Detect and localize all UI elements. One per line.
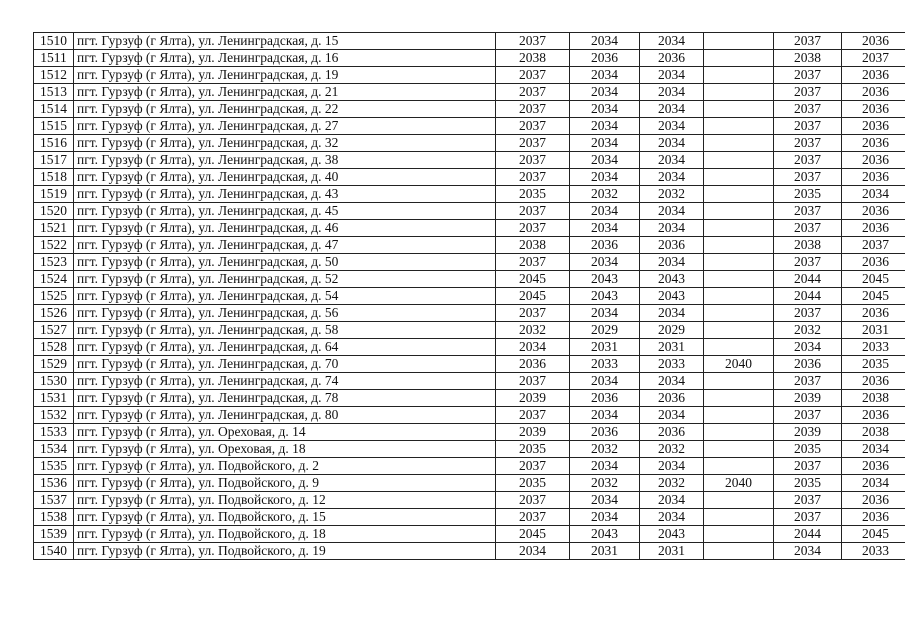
- row-number-cell: 1526: [34, 305, 74, 322]
- year-cell-2: 2032: [570, 441, 640, 458]
- year-cell-4: [704, 33, 774, 50]
- address-cell: пгт. Гурзуф (г Ялта), ул. Подвойского, д. 19: [74, 543, 496, 560]
- year-cell-2: 2036: [570, 237, 640, 254]
- year-cell-5: 2034: [774, 339, 842, 356]
- year-cell-1: 2037: [496, 84, 570, 101]
- year-cell-3: 2034: [640, 152, 704, 169]
- year-cell-4: [704, 288, 774, 305]
- year-cell-1: 2037: [496, 67, 570, 84]
- year-cell-5: 2038: [774, 237, 842, 254]
- address-cell: пгт. Гурзуф (г Ялта), ул. Ленинградская, д. 16: [74, 50, 496, 67]
- year-cell-2: 2034: [570, 84, 640, 101]
- year-cell-1: 2038: [496, 50, 570, 67]
- table-row: [34, 356, 905, 373]
- row-number-cell: 1512: [34, 67, 74, 84]
- table-row: [34, 254, 905, 271]
- year-cell-2: 2029: [570, 322, 640, 339]
- year-cell-3: 2034: [640, 67, 704, 84]
- year-cell-5: 2037: [774, 509, 842, 526]
- year-cell-6: 2036: [842, 305, 905, 322]
- year-cell-6: 2045: [842, 526, 905, 543]
- year-cell-1: 2039: [496, 424, 570, 441]
- year-cell-4: [704, 118, 774, 135]
- row-number-cell: 1535: [34, 458, 74, 475]
- year-cell-6: 2037: [842, 50, 905, 67]
- row-number-cell: 1530: [34, 373, 74, 390]
- table-row: [34, 407, 905, 424]
- year-cell-5: 2037: [774, 118, 842, 135]
- year-cell-4: 2040: [704, 356, 774, 373]
- year-cell-1: 2037: [496, 101, 570, 118]
- address-cell: пгт. Гурзуф (г Ялта), ул. Ленинградская, д. 27: [74, 118, 496, 135]
- address-cell: пгт. Гурзуф (г Ялта), ул. Ленинградская, д. 56: [74, 305, 496, 322]
- year-cell-3: 2036: [640, 50, 704, 67]
- year-cell-2: 2034: [570, 135, 640, 152]
- year-cell-6: 2036: [842, 118, 905, 135]
- year-cell-1: 2037: [496, 305, 570, 322]
- year-cell-5: 2035: [774, 475, 842, 492]
- address-cell: пгт. Гурзуф (г Ялта), ул. Ленинградская, д. 64: [74, 339, 496, 356]
- year-cell-4: [704, 373, 774, 390]
- year-cell-1: 2037: [496, 373, 570, 390]
- address-cell: пгт. Гурзуф (г Ялта), ул. Ленинградская, д. 15: [74, 33, 496, 50]
- year-cell-2: 2043: [570, 271, 640, 288]
- year-cell-4: [704, 390, 774, 407]
- year-cell-6: 2034: [842, 441, 905, 458]
- year-cell-5: 2037: [774, 169, 842, 186]
- year-cell-6: 2045: [842, 271, 905, 288]
- table-row: [34, 118, 905, 135]
- year-cell-5: 2037: [774, 135, 842, 152]
- year-cell-4: [704, 186, 774, 203]
- year-cell-1: 2037: [496, 509, 570, 526]
- table-row: [34, 526, 905, 543]
- year-cell-6: 2036: [842, 169, 905, 186]
- year-cell-2: 2034: [570, 67, 640, 84]
- year-cell-6: 2045: [842, 288, 905, 305]
- year-cell-5: 2035: [774, 186, 842, 203]
- address-cell: пгт. Гурзуф (г Ялта), ул. Ленинградская, д. 74: [74, 373, 496, 390]
- table-row: [34, 373, 905, 390]
- year-cell-1: 2032: [496, 322, 570, 339]
- year-cell-3: 2034: [640, 509, 704, 526]
- table-row: [34, 135, 905, 152]
- year-cell-6: 2038: [842, 424, 905, 441]
- year-cell-3: 2043: [640, 526, 704, 543]
- year-cell-4: [704, 492, 774, 509]
- table-row: [34, 220, 905, 237]
- year-cell-2: 2034: [570, 458, 640, 475]
- year-cell-5: 2044: [774, 271, 842, 288]
- year-cell-1: 2037: [496, 152, 570, 169]
- year-cell-5: 2044: [774, 526, 842, 543]
- year-cell-5: 2039: [774, 424, 842, 441]
- year-cell-3: 2034: [640, 373, 704, 390]
- year-cell-3: 2034: [640, 33, 704, 50]
- year-cell-2: 2036: [570, 50, 640, 67]
- year-cell-3: 2031: [640, 339, 704, 356]
- row-number-cell: 1523: [34, 254, 74, 271]
- address-cell: пгт. Гурзуф (г Ялта), ул. Ленинградская, д. 43: [74, 186, 496, 203]
- year-cell-3: 2034: [640, 169, 704, 186]
- year-cell-2: 2034: [570, 492, 640, 509]
- address-cell: пгт. Гурзуф (г Ялта), ул. Ленинградская, д. 78: [74, 390, 496, 407]
- year-cell-2: 2043: [570, 526, 640, 543]
- year-cell-1: 2037: [496, 407, 570, 424]
- table-row: [34, 169, 905, 186]
- year-cell-2: 2034: [570, 373, 640, 390]
- address-cell: пгт. Гурзуф (г Ялта), ул. Подвойского, д. 12: [74, 492, 496, 509]
- year-cell-5: 2037: [774, 492, 842, 509]
- year-cell-5: 2037: [774, 101, 842, 118]
- address-cell: пгт. Гурзуф (г Ялта), ул. Ленинградская, д. 70: [74, 356, 496, 373]
- year-cell-2: 2034: [570, 33, 640, 50]
- year-cell-1: 2037: [496, 169, 570, 186]
- row-number-cell: 1536: [34, 475, 74, 492]
- year-cell-5: 2044: [774, 288, 842, 305]
- data-table: [33, 32, 905, 560]
- year-cell-5: 2037: [774, 152, 842, 169]
- table-row: [34, 424, 905, 441]
- year-cell-1: 2037: [496, 33, 570, 50]
- year-cell-4: [704, 50, 774, 67]
- year-cell-2: 2034: [570, 169, 640, 186]
- year-cell-3: 2032: [640, 441, 704, 458]
- year-cell-1: 2038: [496, 237, 570, 254]
- year-cell-6: 2036: [842, 152, 905, 169]
- year-cell-1: 2037: [496, 254, 570, 271]
- row-number-cell: 1533: [34, 424, 74, 441]
- table-row: [34, 271, 905, 288]
- year-cell-5: 2037: [774, 33, 842, 50]
- year-cell-4: [704, 101, 774, 118]
- year-cell-4: [704, 135, 774, 152]
- year-cell-6: 2036: [842, 84, 905, 101]
- year-cell-3: 2034: [640, 458, 704, 475]
- year-cell-4: [704, 509, 774, 526]
- year-cell-2: 2033: [570, 356, 640, 373]
- year-cell-4: [704, 407, 774, 424]
- table-body: [34, 33, 905, 560]
- year-cell-4: [704, 339, 774, 356]
- row-number-cell: 1525: [34, 288, 74, 305]
- table-row: [34, 543, 905, 560]
- year-cell-5: 2037: [774, 305, 842, 322]
- address-cell: пгт. Гурзуф (г Ялта), ул. Ленинградская, д. 21: [74, 84, 496, 101]
- address-cell: пгт. Гурзуф (г Ялта), ул. Ленинградская, д. 80: [74, 407, 496, 424]
- address-cell: пгт. Гурзуф (г Ялта), ул. Ленинградская, д. 54: [74, 288, 496, 305]
- row-number-cell: 1521: [34, 220, 74, 237]
- row-number-cell: 1519: [34, 186, 74, 203]
- year-cell-6: 2036: [842, 135, 905, 152]
- year-cell-6: 2031: [842, 322, 905, 339]
- year-cell-6: 2036: [842, 509, 905, 526]
- row-number-cell: 1528: [34, 339, 74, 356]
- year-cell-3: 2033: [640, 356, 704, 373]
- year-cell-4: [704, 169, 774, 186]
- table-row: [34, 305, 905, 322]
- year-cell-1: 2037: [496, 118, 570, 135]
- year-cell-1: 2045: [496, 271, 570, 288]
- row-number-cell: 1537: [34, 492, 74, 509]
- year-cell-5: 2037: [774, 458, 842, 475]
- year-cell-6: 2037: [842, 237, 905, 254]
- year-cell-2: 2034: [570, 254, 640, 271]
- year-cell-4: [704, 237, 774, 254]
- year-cell-3: 2034: [640, 492, 704, 509]
- year-cell-1: 2036: [496, 356, 570, 373]
- year-cell-6: 2033: [842, 543, 905, 560]
- year-cell-6: 2036: [842, 101, 905, 118]
- year-cell-5: 2038: [774, 50, 842, 67]
- year-cell-1: 2037: [496, 458, 570, 475]
- year-cell-3: 2036: [640, 424, 704, 441]
- year-cell-2: 2036: [570, 390, 640, 407]
- year-cell-1: 2039: [496, 390, 570, 407]
- year-cell-3: 2036: [640, 390, 704, 407]
- year-cell-6: 2036: [842, 373, 905, 390]
- year-cell-6: 2034: [842, 186, 905, 203]
- year-cell-5: 2036: [774, 356, 842, 373]
- year-cell-6: 2035: [842, 356, 905, 373]
- table-row: [34, 101, 905, 118]
- year-cell-1: 2045: [496, 288, 570, 305]
- year-cell-2: 2034: [570, 152, 640, 169]
- year-cell-3: 2034: [640, 84, 704, 101]
- year-cell-5: 2037: [774, 373, 842, 390]
- address-cell: пгт. Гурзуф (г Ялта), ул. Ленинградская, д. 47: [74, 237, 496, 254]
- year-cell-5: 2037: [774, 254, 842, 271]
- year-cell-3: 2034: [640, 407, 704, 424]
- year-cell-6: 2036: [842, 220, 905, 237]
- year-cell-3: 2034: [640, 305, 704, 322]
- year-cell-4: [704, 254, 774, 271]
- year-cell-4: [704, 271, 774, 288]
- row-number-cell: 1531: [34, 390, 74, 407]
- year-cell-3: 2043: [640, 271, 704, 288]
- table-row: [34, 237, 905, 254]
- year-cell-5: 2037: [774, 407, 842, 424]
- year-cell-2: 2034: [570, 407, 640, 424]
- year-cell-6: 2033: [842, 339, 905, 356]
- address-cell: пгт. Гурзуф (г Ялта), ул. Подвойского, д. 2: [74, 458, 496, 475]
- year-cell-6: 2036: [842, 33, 905, 50]
- year-cell-4: [704, 305, 774, 322]
- table-row: [34, 186, 905, 203]
- year-cell-3: 2034: [640, 220, 704, 237]
- year-cell-6: 2034: [842, 475, 905, 492]
- year-cell-2: 2034: [570, 305, 640, 322]
- year-cell-5: 2032: [774, 322, 842, 339]
- year-cell-6: 2036: [842, 67, 905, 84]
- row-number-cell: 1514: [34, 101, 74, 118]
- address-cell: пгт. Гурзуф (г Ялта), ул. Ленинградская, д. 50: [74, 254, 496, 271]
- table-row: [34, 152, 905, 169]
- year-cell-4: [704, 322, 774, 339]
- row-number-cell: 1540: [34, 543, 74, 560]
- row-number-cell: 1532: [34, 407, 74, 424]
- year-cell-5: 2039: [774, 390, 842, 407]
- row-number-cell: 1529: [34, 356, 74, 373]
- year-cell-1: 2035: [496, 186, 570, 203]
- address-cell: пгт. Гурзуф (г Ялта), ул. Ленинградская, д. 22: [74, 101, 496, 118]
- row-number-cell: 1517: [34, 152, 74, 169]
- year-cell-2: 2034: [570, 203, 640, 220]
- row-number-cell: 1518: [34, 169, 74, 186]
- address-cell: пгт. Гурзуф (г Ялта), ул. Ореховая, д. 14: [74, 424, 496, 441]
- year-cell-3: 2043: [640, 288, 704, 305]
- year-cell-3: 2034: [640, 254, 704, 271]
- row-number-cell: 1516: [34, 135, 74, 152]
- year-cell-1: 2035: [496, 441, 570, 458]
- table-row: [34, 339, 905, 356]
- year-cell-6: 2036: [842, 254, 905, 271]
- table-row: [34, 458, 905, 475]
- table-row: [34, 492, 905, 509]
- address-cell: пгт. Гурзуф (г Ялта), ул. Ленинградская, д. 52: [74, 271, 496, 288]
- year-cell-3: 2032: [640, 186, 704, 203]
- year-cell-5: 2037: [774, 203, 842, 220]
- year-cell-1: 2037: [496, 203, 570, 220]
- row-number-cell: 1527: [34, 322, 74, 339]
- year-cell-3: 2034: [640, 101, 704, 118]
- table-row: [34, 441, 905, 458]
- row-number-cell: 1538: [34, 509, 74, 526]
- year-cell-4: [704, 84, 774, 101]
- row-number-cell: 1522: [34, 237, 74, 254]
- year-cell-1: 2037: [496, 135, 570, 152]
- table-row: [34, 288, 905, 305]
- address-cell: пгт. Гурзуф (г Ялта), ул. Ленинградская, д. 45: [74, 203, 496, 220]
- year-cell-2: 2032: [570, 475, 640, 492]
- year-cell-6: 2036: [842, 458, 905, 475]
- year-cell-4: [704, 458, 774, 475]
- row-number-cell: 1513: [34, 84, 74, 101]
- row-number-cell: 1510: [34, 33, 74, 50]
- year-cell-4: [704, 441, 774, 458]
- year-cell-6: 2036: [842, 492, 905, 509]
- year-cell-2: 2031: [570, 339, 640, 356]
- address-cell: пгт. Гурзуф (г Ялта), ул. Ленинградская, д. 58: [74, 322, 496, 339]
- year-cell-5: 2037: [774, 84, 842, 101]
- year-cell-1: 2037: [496, 492, 570, 509]
- year-cell-6: 2036: [842, 407, 905, 424]
- address-cell: пгт. Гурзуф (г Ялта), ул. Ленинградская, д. 32: [74, 135, 496, 152]
- year-cell-2: 2034: [570, 118, 640, 135]
- year-cell-5: 2035: [774, 441, 842, 458]
- year-cell-2: 2034: [570, 220, 640, 237]
- year-cell-1: 2037: [496, 220, 570, 237]
- year-cell-1: 2035: [496, 475, 570, 492]
- year-cell-2: 2032: [570, 186, 640, 203]
- year-cell-3: 2036: [640, 237, 704, 254]
- row-number-cell: 1534: [34, 441, 74, 458]
- year-cell-1: 2034: [496, 543, 570, 560]
- year-cell-2: 2031: [570, 543, 640, 560]
- table-row: [34, 50, 905, 67]
- year-cell-3: 2032: [640, 475, 704, 492]
- address-cell: пгт. Гурзуф (г Ялта), ул. Подвойского, д. 9: [74, 475, 496, 492]
- row-number-cell: 1539: [34, 526, 74, 543]
- year-cell-3: 2034: [640, 135, 704, 152]
- year-cell-3: 2029: [640, 322, 704, 339]
- row-number-cell: 1511: [34, 50, 74, 67]
- table-row: [34, 475, 905, 492]
- year-cell-2: 2043: [570, 288, 640, 305]
- address-cell: пгт. Гурзуф (г Ялта), ул. Ленинградская, д. 46: [74, 220, 496, 237]
- table-row: [34, 203, 905, 220]
- year-cell-2: 2034: [570, 509, 640, 526]
- table-row: [34, 390, 905, 407]
- year-cell-3: 2034: [640, 118, 704, 135]
- year-cell-5: 2037: [774, 220, 842, 237]
- year-cell-4: [704, 152, 774, 169]
- address-cell: пгт. Гурзуф (г Ялта), ул. Ленинградская, д. 38: [74, 152, 496, 169]
- year-cell-4: [704, 203, 774, 220]
- row-number-cell: 1520: [34, 203, 74, 220]
- year-cell-4: [704, 67, 774, 84]
- year-cell-6: 2036: [842, 203, 905, 220]
- table-row: [34, 84, 905, 101]
- table-row: [34, 509, 905, 526]
- row-number-cell: 1524: [34, 271, 74, 288]
- table-row: [34, 33, 905, 50]
- address-cell: пгт. Гурзуф (г Ялта), ул. Ленинградская, д. 19: [74, 67, 496, 84]
- year-cell-1: 2045: [496, 526, 570, 543]
- year-cell-4: [704, 220, 774, 237]
- year-cell-1: 2034: [496, 339, 570, 356]
- year-cell-3: 2031: [640, 543, 704, 560]
- year-cell-4: [704, 424, 774, 441]
- year-cell-2: 2034: [570, 101, 640, 118]
- table-row: [34, 322, 905, 339]
- year-cell-4: 2040: [704, 475, 774, 492]
- year-cell-5: 2037: [774, 67, 842, 84]
- year-cell-5: 2034: [774, 543, 842, 560]
- year-cell-4: [704, 526, 774, 543]
- address-cell: пгт. Гурзуф (г Ялта), ул. Ленинградская, д. 40: [74, 169, 496, 186]
- row-number-cell: 1515: [34, 118, 74, 135]
- year-cell-6: 2038: [842, 390, 905, 407]
- table-row: [34, 67, 905, 84]
- address-cell: пгт. Гурзуф (г Ялта), ул. Подвойского, д. 15: [74, 509, 496, 526]
- address-cell: пгт. Гурзуф (г Ялта), ул. Ореховая, д. 18: [74, 441, 496, 458]
- year-cell-2: 2036: [570, 424, 640, 441]
- year-cell-3: 2034: [640, 203, 704, 220]
- year-cell-4: [704, 543, 774, 560]
- address-cell: пгт. Гурзуф (г Ялта), ул. Подвойского, д. 18: [74, 526, 496, 543]
